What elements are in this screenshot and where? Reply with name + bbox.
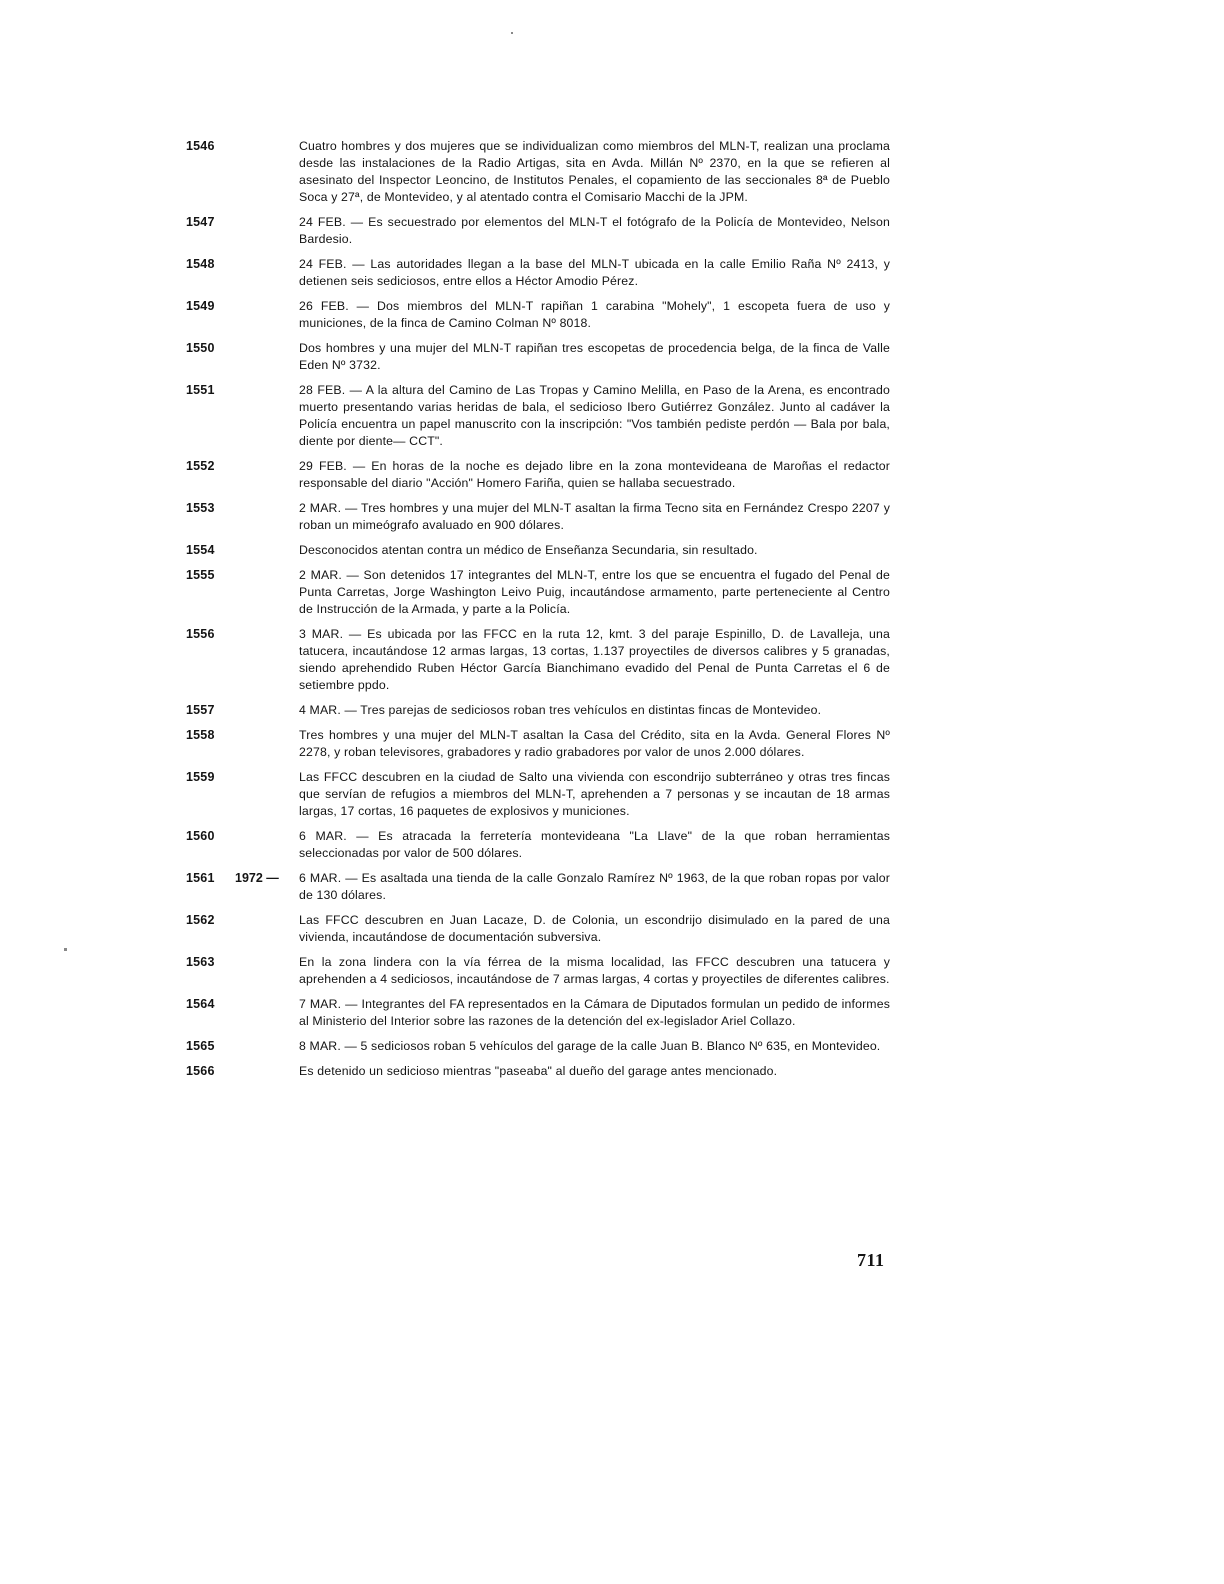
entry-text: Las FFCC descubren en la ciudad de Salto una vivienda con escondrijo subterráneo y otras tres fincas que servían de refugios a miembros del MLN-T, aprehenden a 7 personas y se incautan de 18 armas largas, 17 cortas, 16 paquetes de explosivos y municiones. xyxy=(299,770,890,818)
entry-text: 3 MAR. — Es ubicada por las FFCC en la ruta 12, kmt. 3 del paraje Espinillo, D. de Lavalleja, una tatucera, incautándose 12 armas largas, 13 cortas, 1.137 proyectiles de diversos calibres y 5 granadas, siendo aprehendido Ruben Héctor García Bianchimano evadido del Penal de Punta Carretas el 6 de setiembre ppdo. xyxy=(299,627,890,692)
scan-speck xyxy=(64,948,67,951)
chronology-entry xyxy=(180,340,892,374)
entry-number: 1557 xyxy=(186,703,215,717)
entry-text: 24 FEB. — Es secuestrado por elementos del MLN-T el fotógrafo de la Policía de Montevideo, Nelson Bardesio. xyxy=(299,215,890,246)
chronology-entry xyxy=(180,1063,892,1080)
entry-number: 1556 xyxy=(186,627,215,641)
entry-text: Desconocidos atentan contra un médico de Enseñanza Secundaria, sin resultado. xyxy=(299,543,758,557)
chronology-entry xyxy=(180,382,892,450)
entry-text: Cuatro hombres y dos mujeres que se individualizan como miembros del MLN-T, realizan una proclama desde las instalaciones de la Radio Artigas, sita en Avda. Millán Nº 2370, en la que se refieren al asesinato del Inspector Leoncino, de Institutos Penales, el copamiento de las seccionales 8ª de Pueblo Soca y 27ª, de Montevideo, y al atentado contra el Comisario Macchi de la JPM. xyxy=(299,139,890,204)
chronology-entry xyxy=(180,458,892,492)
entry-text: 6 MAR. — Es atracada la ferretería montevideana "La Llave" de la que roban herramientas seleccionadas por valor de 500 dólares. xyxy=(299,829,890,860)
chronology-entry xyxy=(180,870,892,904)
entry-text: Es detenido un sedicioso mientras "paseaba" al dueño del garage antes mencionado. xyxy=(299,1064,778,1078)
entry-number: 1562 xyxy=(186,913,215,927)
entry-text: 7 MAR. — Integrantes del FA representados en la Cámara de Diputados formulan un pedido de informes al Ministerio del Interior sobre las razones de la detención del ex-legislador Ariel Collazo. xyxy=(299,997,890,1028)
scan-speck xyxy=(511,32,513,34)
entry-text: 26 FEB. — Dos miembros del MLN-T rapiñan 1 carabina "Mohely", 1 escopeta fuera de uso y municiones, de la finca de Camino Colman Nº 8018. xyxy=(299,299,890,330)
entry-number: 1561 xyxy=(186,871,215,885)
entry-number: 1566 xyxy=(186,1064,215,1078)
entry-number: 1547 xyxy=(186,215,215,229)
entry-text: 28 FEB. — A la altura del Camino de Las Tropas y Camino Melilla, en Paso de la Arena, es encontrado muerto presentando varias heridas de bala, el sedicioso Ibero Gutiérrez González. Junto al cadáver la Policía encuentra un papel manuscrito con la inscripción: "Vos también pediste perdón — Bala por bala, diente por diente— CCT". xyxy=(299,383,890,448)
entry-number: 1548 xyxy=(186,257,215,271)
chronology-entry xyxy=(180,256,892,290)
chronology-entry xyxy=(180,769,892,820)
chronology-entries xyxy=(180,138,892,1088)
chronology-entry xyxy=(180,567,892,618)
chronology-entry xyxy=(180,500,892,534)
entry-number: 1563 xyxy=(186,955,215,969)
entry-text: Dos hombres y una mujer del MLN-T rapiñan tres escopetas de procedencia belga, de la finca de Valle Eden Nº 3732. xyxy=(299,341,890,372)
entry-number: 1550 xyxy=(186,341,215,355)
entry-number: 1552 xyxy=(186,459,215,473)
entry-number: 1555 xyxy=(186,568,215,582)
entry-text: 29 FEB. — En horas de la noche es dejado libre en la zona montevideana de Maroñas el redactor responsable del diario "Acción" Homero Fariña, quien se hallaba secuestrado. xyxy=(299,459,890,490)
chronology-entry xyxy=(180,626,892,694)
entry-year: 1972 — xyxy=(235,871,279,885)
entry-text: 2 MAR. — Son detenidos 17 integrantes del MLN-T, entre los que se encuentra el fugado del Penal de Punta Carretas, Jorge Washington Leivo Puig, incautándose armamento, parte perteneciente al Centro de Instrucción de la Armada, y parte a la Policía. xyxy=(299,568,890,616)
chronology-entry xyxy=(180,138,892,206)
entry-number: 1546 xyxy=(186,139,215,153)
chronology-entry xyxy=(180,702,892,719)
entry-text: Tres hombres y una mujer del MLN-T asaltan la Casa del Crédito, sita en la Avda. General Flores Nº 2278, y roban televisores, grabadores y radio grabadores por valor de unos 2.000 dólares. xyxy=(299,728,890,759)
entry-number: 1554 xyxy=(186,543,215,557)
entry-text: 24 FEB. — Las autoridades llegan a la base del MLN-T ubicada en la calle Emilio Raña Nº 2413, y detienen seis sediciosos, entre ellos a Héctor Amodio Pérez. xyxy=(299,257,890,288)
entry-number: 1564 xyxy=(186,997,215,1011)
chronology-entry xyxy=(180,214,892,248)
entry-text: 4 MAR. — Tres parejas de sediciosos roban tres vehículos en distintas fincas de Montevideo. xyxy=(299,703,822,717)
entry-text: 8 MAR. — 5 sediciosos roban 5 vehículos del garage de la calle Juan B. Blanco Nº 635, en Montevideo. xyxy=(299,1039,881,1053)
entry-text: 6 MAR. — Es asaltada una tienda de la calle Gonzalo Ramírez Nº 1963, de la que roban ropas por valor de 130 dólares. xyxy=(299,871,890,902)
chronology-entry xyxy=(180,912,892,946)
entry-number: 1558 xyxy=(186,728,215,742)
chronology-entry xyxy=(180,828,892,862)
entry-number: 1549 xyxy=(186,299,215,313)
entry-text: 2 MAR. — Tres hombres y una mujer del MLN-T asaltan la firma Tecno sita en Fernández Crespo 2207 y roban un mimeógrafo avaluado en 900 dólares. xyxy=(299,501,890,532)
chronology-entry xyxy=(180,996,892,1030)
chronology-entry xyxy=(180,727,892,761)
chronology-entry xyxy=(180,954,892,988)
page-number: 711 xyxy=(857,1250,885,1270)
entry-text: En la zona lindera con la vía férrea de la misma localidad, las FFCC descubren una tatucera y aprehenden a 4 sediciosos, incautándose de 7 armas largas, 4 cortas y proyectiles de diferentes calibres. xyxy=(299,955,890,986)
entry-number: 1551 xyxy=(186,383,215,397)
entry-number: 1559 xyxy=(186,770,215,784)
chronology-entry xyxy=(180,542,892,559)
entry-number: 1565 xyxy=(186,1039,215,1053)
chronology-entry xyxy=(180,1038,892,1055)
chronology-entry xyxy=(180,298,892,332)
entry-number: 1560 xyxy=(186,829,215,843)
entry-number: 1553 xyxy=(186,501,215,515)
entry-text: Las FFCC descubren en Juan Lacaze, D. de Colonia, un escondrijo disimulado en la pared de una vivienda, incautándose de documentación subversiva. xyxy=(299,913,890,944)
